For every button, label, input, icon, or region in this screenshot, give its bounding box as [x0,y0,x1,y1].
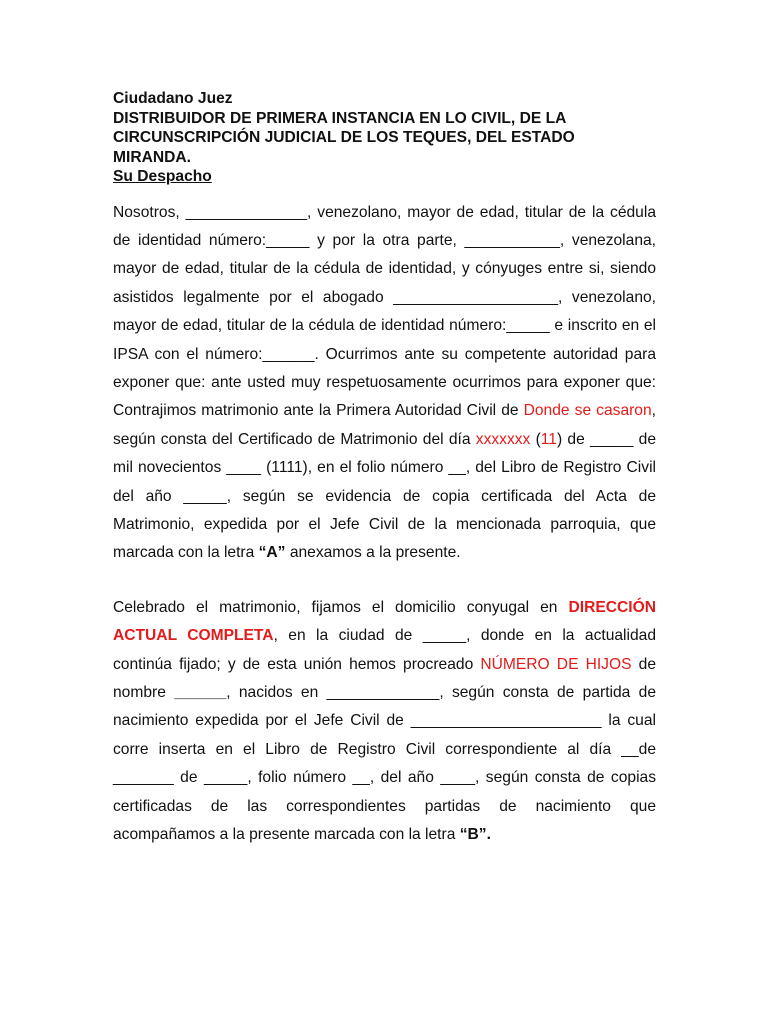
court-name-line-1: DISTRIBUIDOR DE PRIMERA INSTANCIA EN LO CIVIL, DE LA [113,109,567,127]
day-placeholder: xxxxxxx [475,430,531,448]
court-name-line-2: CIRCUNSCRIPCIÓN JUDICIAL DE LOS TEQUES, DEL ESTADO [113,129,575,146]
paragraph-text: , según consta del Certificado de Matrimonio del día [113,402,656,448]
paragraph-text: Celebrado el matrimonio, fijamos el domicilio conyugal en [113,598,569,616]
place-placeholder: Donde se casaron [523,402,652,420]
exhibit-letter-a: “A” [258,544,286,562]
paragraph-text: , nacidos en _____________, según consta de partida de nacimiento expedida por el Jefe Civil de ______________________ la cual corre inserta en el Libro de Registro Civil correspondiente al día __de _______ de _____, folio número __, del año ____, según consta de copias certificadas de las correspondientes partidas de nacimiento que acompañamos a la presente marcada con la letra [113,684,656,844]
addressee: Ciudadano Juez [113,90,233,107]
paragraph-text: , en la ciudad de _____, donde en la actualidad continúa fijado; y de esta unión hemos procreado [113,627,656,673]
paragraph-text: ) de _____ de mil novecientos ____ (1111), en el folio número __, del Libro de Registro Civil del año _____, según se evidencia de copia certificada del Acta de Matrimonio, expedida por el Jefe Civil de la mencionada parroquia, que marcada con la letra [113,430,656,562]
paragraph-domicile-children [113,594,656,850]
paragraph-text: anexamos a la presente. [285,544,461,562]
closing-su-despacho: Su Despacho [113,168,212,185]
paragraph-text: ( [530,430,541,448]
paragraph-text: Nosotros, ______________, venezolano, mayor de edad, titular de la cédula de identidad número:_____ y por la otra parte, ___________, venezolana, mayor de edad, titular de la cédula de identidad, y cónyuges entre si, siendo asistidos legalmente por el abogado ___________________, venezolano, mayor de edad, titular de la cédula de identidad número:_____ e inscrito en el IPSA con el número:______. Ocurrimos ante su competente autoridad para exponer que: ante usted muy respetuosamente ocurrimos para exponer que: Contrajimos matrimonio ante la Primera Autoridad Civil de [113,203,656,420]
exhibit-letter-b: “B”. [459,826,491,844]
paragraph-text: de nombre [113,655,656,701]
address-placeholder: DIRECCIÓN ACTUAL COMPLETA [113,598,656,645]
children-count-placeholder: NÚMERO DE HIJOS [480,655,632,673]
child-name-blank: ______ [174,684,227,701]
court-name-line-3: MIRANDA. [113,148,191,166]
paragraph-marriage-details [113,199,656,568]
letter-header [113,89,656,187]
day-number-placeholder: 11 [540,430,557,448]
